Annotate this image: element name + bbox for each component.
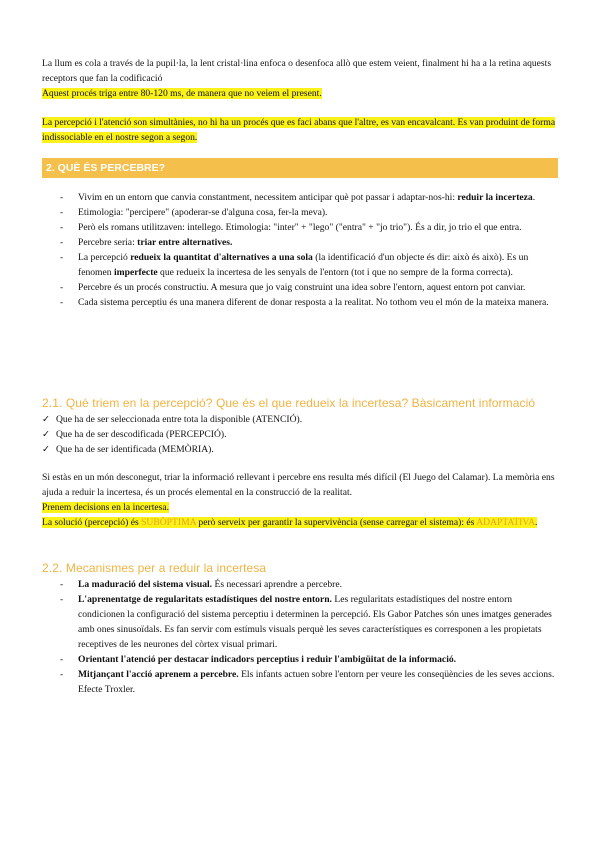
dash-bullet: - <box>60 579 64 590</box>
unknown-world-text: Si estàs en un món desconegut, triar la informació rellevant i percebre ens resulta més difícil (El Juego del Calamar). La memòria ens ajuda a reduir la incertesa, és un procés elemental en la construcció de la realitat. <box>42 472 555 498</box>
intro-paragraph <box>42 56 560 101</box>
dash-bullet: - <box>60 594 64 605</box>
decisions-highlight: Prenem decisions en la incertesa. <box>42 502 170 513</box>
check-item: ✓ Que ha de ser identificada (MEMÒRIA). <box>42 444 214 455</box>
dash-bullet: - <box>60 297 64 308</box>
section-2-2-heading: 2.2. Mecanismes per a reduir la incertesa <box>42 561 267 575</box>
list-item: - La percepció redueix la quantitat d'alternatives a una sola (la identificació d'un objecte és dir: això és això). Es un fenomen imperfecte que redueix la incertesa de les senyals de l'entorn (tot i que no sempre de la forma correcta). <box>60 252 529 278</box>
dash-bullet: - <box>60 222 64 233</box>
list-item: - Vivim en un entorn que canvia constantment, necessitem anticipar què pot passar i adaptar-nos-hi: reduir la incerteza. <box>60 192 536 203</box>
check-icon: ✓ <box>42 429 51 440</box>
list-item: - Mitjançant l'acció aprenem a percebre. Els infants actuen sobre l'entorn per veure les conseqüències de les seves accions. Efecte Troxler. <box>60 669 555 695</box>
suboptimal-highlight: La solució (percepció) és SUBÒPTIMA però serveix per garantir la supervivència (sense carregar el sistema): és ADAPTATIVA. <box>42 517 538 528</box>
attention-highlight: La percepció i l'atenció son simultànies, no hi ha un procés que es faci abans que l'altre, es van encavalcant. Es van produint de forma indissociable en el nostre segon a segon. <box>42 117 556 143</box>
check-item: ✓ Que ha de ser seleccionada entre tota la disponible (ATENCIÓ). <box>42 414 303 425</box>
section-2-2-list <box>42 577 560 697</box>
dash-bullet: - <box>60 669 64 680</box>
check-icon: ✓ <box>42 444 51 455</box>
list-item: - La maduració del sistema visual. És necessari aprendre a percebre. <box>60 579 343 590</box>
intro-highlight: Aquest procés triga entre 80-120 ms, de manera que no veiem el present. <box>42 88 322 99</box>
dash-bullet: - <box>60 192 64 203</box>
check-list <box>42 412 560 457</box>
section-2-1-heading: 2.1. Què triem en la percepció? Que és el que redueix la incertesa? Bàsicament informació <box>42 396 536 410</box>
list-item: - L'aprenentatge de regularitats estadístiques del nostre entorn. Les regularitats estadístiques del nostre entorn condicionen la configuració del sistema perceptiu i determinen la percepció. Els Gabor Patches són unes imatges generades amb ones sinusoïdals. Es fan servir com estímuls visuals perquè les seves característiques es corresponen a les propietats receptives de les neurones del còrtex visual primari. <box>60 594 552 650</box>
dash-bullet: - <box>60 252 64 263</box>
check-icon: ✓ <box>42 414 51 425</box>
list-item: - Percebre és un procés constructiu. A mesura que jo vaig construint una idea sobre l'entorn, aquest entorn pot canviar. <box>60 282 526 293</box>
section-2-list <box>42 190 560 310</box>
list-item: - Orientant l'atenció per destacar indicadors perceptius i reduir l'ambigüitat de la informació. <box>60 654 457 665</box>
list-item: - Cada sistema perceptiu és una manera diferent de donar resposta a la realitat. No tothom veu el món de la mateixa manera. <box>60 297 549 308</box>
dash-bullet: - <box>60 237 64 248</box>
list-item: - Percebre seria: triar entre alternatives. <box>60 237 233 248</box>
unknown-world-paragraph <box>42 470 560 530</box>
attention-paragraph <box>42 115 560 145</box>
dash-bullet: - <box>60 282 64 293</box>
dash-bullet: - <box>60 654 64 665</box>
intro-text: La llum es cola a través de la pupil·la, la lent cristal·lina enfoca o desenfoca allò que estem veient, finalment hi ha a la retina aquests receptors que fan la codificació <box>42 58 552 84</box>
check-item: ✓ Que ha de ser descodificada (PERCEPCIÓ). <box>42 429 227 440</box>
list-item: - Però els romans utilitzaven: intellego. Etimologia: "inter" + "lego" ("entra" + "jo trio"). És a dir, jo trio el que entra. <box>60 222 522 233</box>
list-item: - Etimologia: "percipere" (apoderar-se d'alguna cosa, fer-la meva). <box>60 207 328 218</box>
dash-bullet: - <box>60 207 64 218</box>
section-2-heading: 2. QUÈ ÉS PERCEBRE? <box>42 158 558 178</box>
